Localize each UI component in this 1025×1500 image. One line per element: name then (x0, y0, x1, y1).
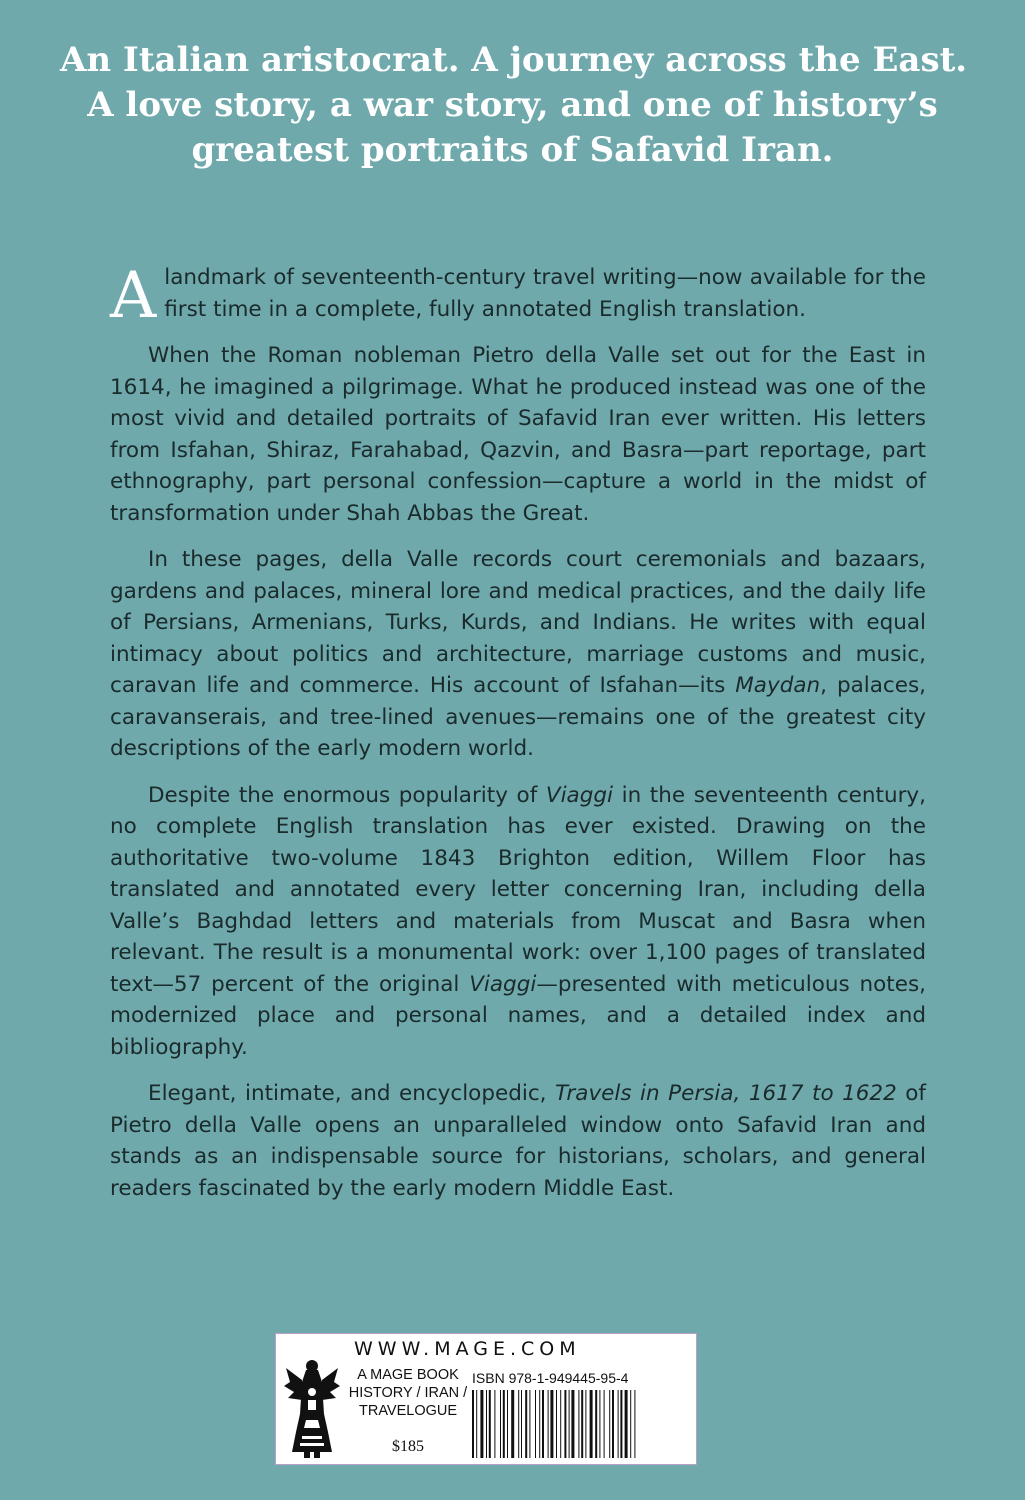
barcode-bar (590, 1390, 593, 1458)
barcode-bar (500, 1390, 501, 1458)
barcode-bar (609, 1390, 610, 1458)
barcode-bar (511, 1390, 514, 1458)
barcode-bar (525, 1390, 527, 1458)
barcode-bar (503, 1390, 505, 1458)
blurb-paragraph (110, 544, 926, 765)
paragraph-text: Elegant, intimate, and encyclopedic, (148, 1081, 555, 1106)
barcode-bar (604, 1390, 605, 1458)
barcode-bar (618, 1390, 619, 1458)
paragraph-text: landmark of seventeenth-century travel writing—now available for the first time in a complete, fully annotated English translation. (164, 265, 926, 322)
barcode-bar (535, 1390, 536, 1458)
barcode-bar (564, 1390, 566, 1458)
italic-term: Viaggi (545, 782, 613, 808)
book-category (346, 1366, 470, 1420)
barcode-bar (489, 1390, 491, 1458)
italic-term: Viaggi (469, 971, 537, 997)
publisher-url: WWW.MAGE.COM (354, 1338, 581, 1360)
barcode-bar (529, 1390, 530, 1458)
drop-cap: A (110, 259, 157, 333)
headline-line: A love story, a war story, and one of history’s (87, 85, 938, 125)
barcode-bar (486, 1390, 487, 1458)
blurb-paragraph (110, 780, 926, 1064)
headline-line: An Italian aristocrat. A journey across the East. (60, 40, 968, 80)
paragraph-text: Despite the enormous popularity of (148, 782, 546, 808)
blurb-paragraph (110, 259, 926, 333)
paragraph-text: In these pages, della Valle records court ceremonials and bazaars, gardens and palaces, mineral lore and medical practices, and the daily life of Persians, Armenians, Turks, Kurds, and Indians. He writes with equal intimacy about politics and architecture, marriage customs and music, caravan life and commerce. His account of Isfahan—its (110, 547, 926, 698)
blurb-paragraph: When the Roman nobleman Pietro della Valle set out for the East in 1614, he imagined a pilgrimage. What he produced instead was one of the most vivid and detailed portraits of Safavid Iran ever written. His letters from Isfahan, Shiraz, Farahabad, Qazvin, and Basra—part reportage, part ethnography, part personal confession—capture a world in the midst of transformation under Shah Abbas the Great. (110, 343, 926, 526)
paragraph-text: in the seventeenth century, no complete English translation has ever existed. Drawing on the authoritative two-volume 1843 Brighton edition, Willem Floor has translated and annotated every letter concerning Iran, including della Valle’s Baghdad letters and materials from Muscat and Basra when relevant. The result is a monumental work: over 1,100 pages of translated text—57 percent of the original (110, 782, 926, 997)
barcode-bar (556, 1390, 557, 1458)
barcode-bar (612, 1390, 614, 1458)
isbn-label: ISBN 978-1-949445-95-4 (472, 1370, 629, 1386)
blurb-body (110, 259, 927, 1219)
headline-line: greatest portraits of Safavid Iran. (191, 130, 834, 170)
paragraph-text: —presented with meticulous notes, modernized place and personal names, and a detailed index and bibliography. (110, 971, 927, 1060)
barcode-bar (476, 1390, 477, 1458)
barcode-bar (625, 1390, 628, 1458)
category-label: HISTORY / IRAN / (348, 1385, 468, 1401)
barcode-bar (480, 1390, 483, 1458)
barcode-bar (595, 1390, 597, 1458)
paragraph-text: of Pietro della Valle opens an unparalleled window onto Safavid Iran and stands as an indispensable source for historians, scholars, and general readers fascinated by the early modern Middle East. (110, 1081, 926, 1201)
barcode-bar (472, 1390, 474, 1458)
barcode-bar (550, 1390, 553, 1458)
italic-term: Maydan (735, 673, 821, 698)
barcode-bar (630, 1390, 631, 1458)
barcode-bar (539, 1390, 540, 1458)
barcode-bar (585, 1390, 586, 1458)
barcode-bar (620, 1390, 622, 1458)
barcode-bar (634, 1390, 635, 1458)
barcode-bar (521, 1390, 522, 1458)
barcode-bar (507, 1390, 508, 1458)
griffin-logo-icon (282, 1352, 342, 1460)
barcode-bar (599, 1390, 600, 1458)
publisher-label: A MAGE BOOK (357, 1367, 459, 1383)
barcode-bar (571, 1390, 574, 1458)
barcode-panel (275, 1333, 697, 1465)
barcode-bar (548, 1390, 549, 1458)
barcode-bar (560, 1390, 561, 1458)
price-label: $185 (392, 1438, 424, 1455)
barcode-bar (578, 1390, 579, 1458)
barcode-bar (569, 1390, 570, 1458)
barcode-bars (472, 1390, 688, 1458)
italic-title: Travels in Persia, 1617 to 1622 (554, 1081, 897, 1106)
cover-headline (60, 38, 968, 173)
blurb-paragraph (110, 1078, 926, 1204)
paragraph-text: , palaces, caravanserais, and tree-lined avenues—remains one of the greatest city descriptions of the early modern world. (110, 673, 926, 761)
barcode-bar (581, 1390, 583, 1458)
barcode-bar (494, 1390, 495, 1458)
barcode-bar (518, 1390, 519, 1458)
category-label: TRAVELOGUE (358, 1403, 458, 1419)
barcode-bar (542, 1390, 544, 1458)
